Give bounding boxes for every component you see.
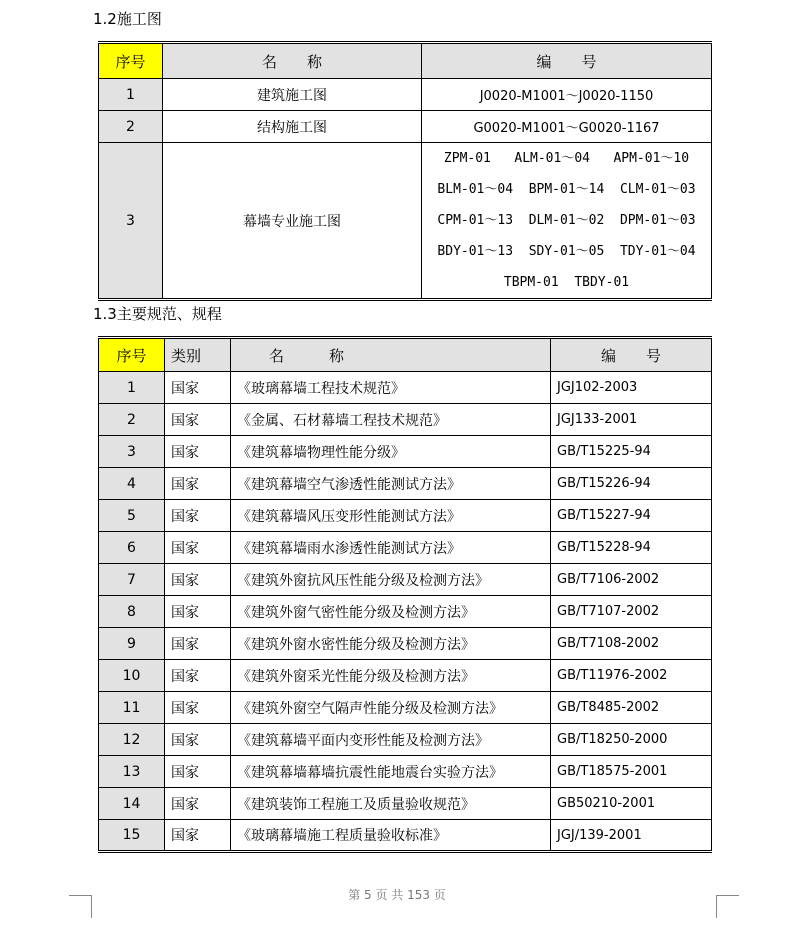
table-row [99, 724, 712, 756]
row-code: GB/T18575-2001 [551, 756, 712, 788]
row-code: GB/T15225-94 [551, 436, 712, 468]
table-row [99, 436, 712, 468]
code-line: CPM-01～13 DLM-01～02 DPM-01～03 [437, 213, 696, 228]
row-index: 12 [99, 724, 165, 756]
row-index: 5 [99, 500, 165, 532]
row-index: 1 [99, 372, 165, 404]
table-row [99, 788, 712, 820]
row-category: 国家 [165, 500, 231, 532]
row-name: 《金属、石材幕墙工程技术规范》 [231, 404, 551, 436]
row-index: 10 [99, 660, 165, 692]
row-code: GB50210-2001 [551, 788, 712, 820]
code-line: BLM-01～04 BPM-01～14 CLM-01～03 [437, 182, 696, 197]
standards-table [98, 336, 712, 853]
row-code: GB/T7108-2002 [551, 628, 712, 660]
row-category: 国家 [165, 724, 231, 756]
table-row [99, 628, 712, 660]
table-row [99, 756, 712, 788]
row-name: 幕墙专业施工图 [163, 143, 422, 300]
row-category: 国家 [165, 820, 231, 852]
row-code: GB/T15226-94 [551, 468, 712, 500]
row-category: 国家 [165, 692, 231, 724]
row-category: 国家 [165, 404, 231, 436]
row-code: J0020-M1001～J0020-1150 [422, 79, 712, 111]
row-name: 《建筑外窗气密性能分级及检测方法》 [231, 596, 551, 628]
row-name: 《建筑幕墙平面内变形性能及检测方法》 [231, 724, 551, 756]
row-code: JGJ102-2003 [551, 372, 712, 404]
code-line: BDY-01～13 SDY-01～05 TDY-01～04 [437, 244, 696, 259]
header-name: 名 称 [163, 43, 422, 79]
table-row [99, 468, 712, 500]
code-line: TBPM-01 TBDY-01 [503, 275, 630, 290]
table-row [99, 143, 712, 300]
header-index: 序号 [99, 43, 163, 79]
row-code: GB/T8485-2002 [551, 692, 712, 724]
row-category: 国家 [165, 564, 231, 596]
row-category: 国家 [165, 436, 231, 468]
row-category: 国家 [165, 372, 231, 404]
row-index: 15 [99, 820, 165, 852]
row-index: 1 [99, 79, 163, 111]
row-category: 国家 [165, 596, 231, 628]
header-code: 编 号 [551, 338, 712, 372]
row-name: 《建筑幕墙物理性能分级》 [231, 436, 551, 468]
row-name: 《建筑幕墙风压变形性能测试方法》 [231, 500, 551, 532]
row-index: 14 [99, 788, 165, 820]
table-row [99, 820, 712, 852]
row-name: 《玻璃幕墙工程技术规范》 [231, 372, 551, 404]
table-row [99, 79, 712, 111]
row-category: 国家 [165, 660, 231, 692]
row-name: 《建筑幕墙空气渗透性能测试方法》 [231, 468, 551, 500]
row-code: GB/T11976-2002 [551, 660, 712, 692]
row-name: 《建筑幕墙雨水渗透性能测试方法》 [231, 532, 551, 564]
row-name: 《玻璃幕墙施工程质量验收标准》 [231, 820, 551, 852]
table-row [99, 532, 712, 564]
row-name: 《建筑外窗抗风压性能分级及检测方法》 [231, 564, 551, 596]
row-index: 9 [99, 628, 165, 660]
table-row [99, 404, 712, 436]
row-code: G0020-M1001～G0020-1167 [422, 111, 712, 143]
table-row [99, 111, 712, 143]
row-code: GB/T15227-94 [551, 500, 712, 532]
table-row [99, 692, 712, 724]
row-code: GB/T7107-2002 [551, 596, 712, 628]
row-index: 13 [99, 756, 165, 788]
row-index: 3 [99, 143, 163, 300]
row-category: 国家 [165, 756, 231, 788]
drawings-table [98, 41, 712, 301]
table-row [99, 564, 712, 596]
row-code: GB/T18250-2000 [551, 724, 712, 756]
section-heading-standards: 1.3主要规范、规程 [93, 305, 222, 323]
row-category: 国家 [165, 468, 231, 500]
section-heading-drawings: 1.2施工图 [93, 10, 162, 28]
standards-body [99, 372, 712, 852]
table-header-row [99, 338, 712, 372]
row-code: JGJ/139-2001 [551, 820, 712, 852]
row-name: 《建筑幕墙幕墙抗震性能地震台实验方法》 [231, 756, 551, 788]
table-row [99, 500, 712, 532]
header-category: 类别 [165, 338, 231, 372]
table-header-row [99, 43, 712, 79]
table-row [99, 372, 712, 404]
table-row [99, 596, 712, 628]
table-row [99, 660, 712, 692]
row-index: 8 [99, 596, 165, 628]
row-name: 《建筑外窗水密性能分级及检测方法》 [231, 628, 551, 660]
row-code: GB/T15228-94 [551, 532, 712, 564]
row-code: JGJ133-2001 [551, 404, 712, 436]
row-name: 建筑施工图 [163, 79, 422, 111]
header-name: 名 称 [231, 338, 551, 372]
header-code: 编 号 [422, 43, 712, 79]
row-code-list [422, 143, 712, 300]
row-category: 国家 [165, 788, 231, 820]
row-index: 2 [99, 111, 163, 143]
row-index: 2 [99, 404, 165, 436]
row-name: 结构施工图 [163, 111, 422, 143]
row-index: 4 [99, 468, 165, 500]
row-index: 7 [99, 564, 165, 596]
header-index: 序号 [99, 338, 165, 372]
row-name: 《建筑外窗空气隔声性能分级及检测方法》 [231, 692, 551, 724]
row-category: 国家 [165, 532, 231, 564]
row-index: 11 [99, 692, 165, 724]
row-name: 《建筑外窗采光性能分级及检测方法》 [231, 660, 551, 692]
page-number: 第 5 页 共 153 页 [348, 888, 446, 902]
row-code: GB/T7106-2002 [551, 564, 712, 596]
row-name: 《建筑装饰工程施工及质量验收规范》 [231, 788, 551, 820]
code-line: ZPM-01 ALM-01～04 APM-01～10 [443, 151, 690, 166]
row-index: 6 [99, 532, 165, 564]
row-index: 3 [99, 436, 165, 468]
row-category: 国家 [165, 628, 231, 660]
